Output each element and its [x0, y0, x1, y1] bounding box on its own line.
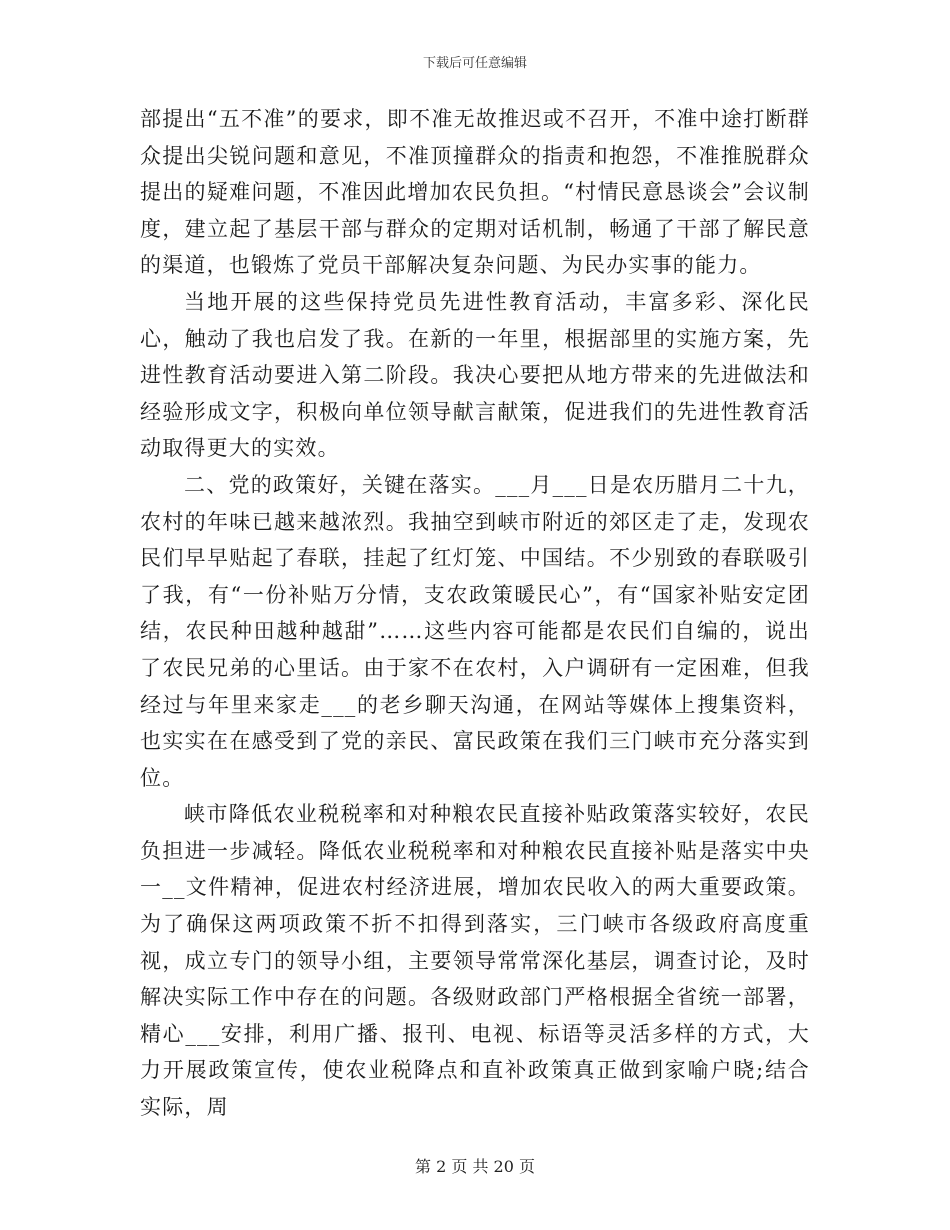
paragraph-section-two: 二、党的政策好，关键在落实。___月___日是农历腊月二十九，农村的年味已越来越浓烈。我抽空到峡市附近的郊区走了走，发现农民们早早贴起了春联，挂起了红灯笼、中国结。不少别致的春联吸引了我，有“一份补贴万分情，支农政策暖民心”，有“国家补贴安定团结，农民种田越种越甜”……这些内容可能都是农民们自编的，说出了农民兄弟的心里话。由于家不在农村，入户调研有一定困难，但我经过与年里来家走___的老乡聊天沟通，在网站等媒体上搜集资料，也实实在在感受到了党的亲民、富民政策在我们三门峡市充分落实到位。 — [140, 472, 810, 790]
paragraph-continued: 部提出“五不准”的要求，即不准无故推迟或不召开，不准中途打断群众提出尖锐问题和意见，不准顶撞群众的指责和抱怨，不准推脱群众提出的疑难问题，不准因此增加农民负担。“村情民意恳谈会”会议制度，建立起了基层干部与群众的定期对话机制，畅通了干部了解民意的渠道，也锻炼了党员干部解决复杂问题、为民办实事的能力。 — [140, 107, 810, 278]
page-number-footer: 第 2 页 共 20 页 — [415, 1157, 535, 1176]
document-body — [140, 101, 810, 1126]
page-header-note: 下载后可任意编辑 — [422, 56, 527, 71]
paragraph: 当地开展的这些保持党员先进性教育活动，丰富多彩、深化民心，触动了我也启发了我。在新的一年里，根据部里的实施方案，先进性教育活动要进入第二阶段。我决心要把从地方带来的先进做法和经验形成文字，积极向单位领导献言献策，促进我们的先进性教育活动取得更大的实效。 — [140, 289, 810, 461]
paragraph: 峡市降低农业税税率和对种粮农民直接补贴政策落实较好，农民负担进一步减轻。降低农业税税率和对种粮农民直接补贴是落实中央一__文件精神，促进农村经济进展，增加农民收入的两大重要政策。为了确保这两项政策不折不扣得到落实，三门峡市各级政府高度重视，成立专门的领导小组，主要领导常常深化基层，调查讨论，及时解决实际工作中存在的问题。各级财政部门严格根据全省统一部署，精心___安排，利用广播、报刊、电视、标语等灵活多样的方式，大力开展政策宣传，使农业税降点和直补政策真正做到家喻户晓;结合实际，周 — [140, 802, 810, 1120]
